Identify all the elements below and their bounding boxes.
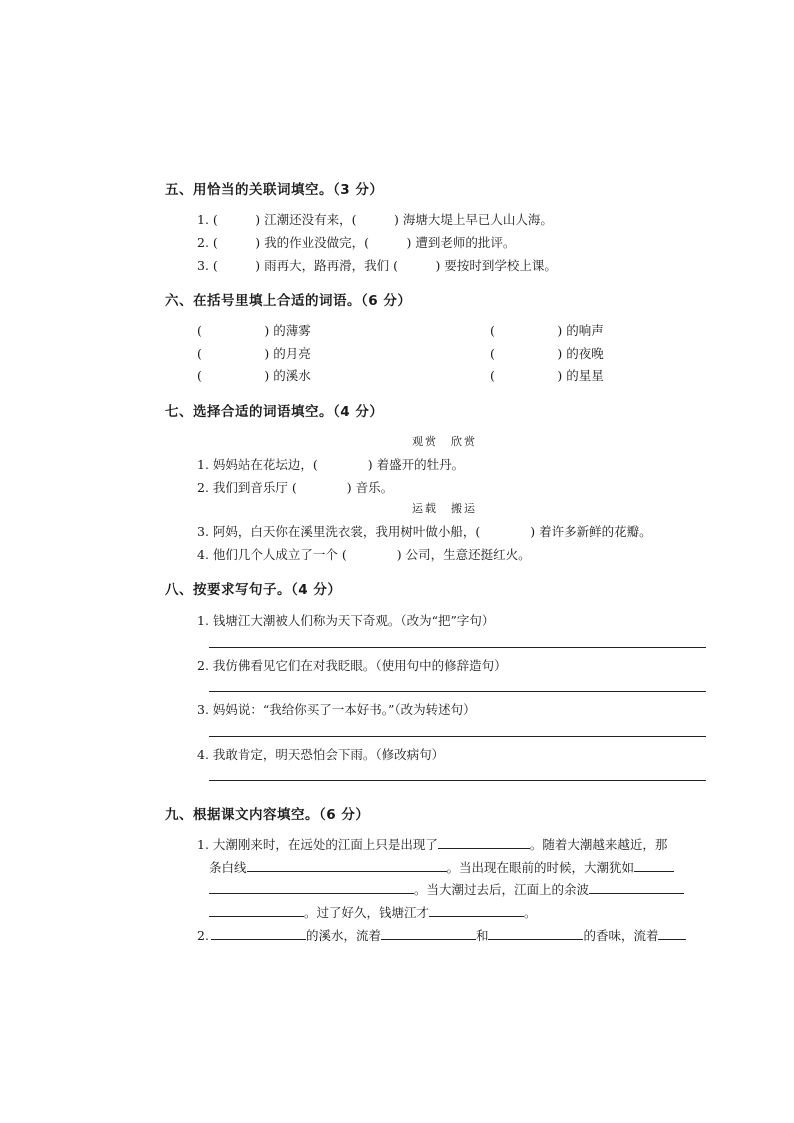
s9-blank-2[interactable] — [247, 859, 447, 872]
s9-text-2c: 和 — [475, 928, 489, 943]
s9-blank-9[interactable] — [658, 927, 686, 940]
s9-item-1-line-1 — [197, 835, 667, 853]
s9-blank-3[interactable] — [634, 859, 674, 872]
s8-answer-line-2[interactable] — [209, 691, 706, 692]
s6-left-1: ( ) 的薄雾 — [197, 323, 311, 338]
s7-options-1: 观赏 欣赏 — [412, 435, 477, 448]
s9-text-1g: 。 — [524, 905, 537, 920]
s9-blank-4[interactable] — [589, 881, 684, 894]
s9-blank-7[interactable] — [381, 927, 476, 940]
s7-item-4: 4. 他们几个人成立了一个 ( ) 公司，生意还挺红火。 — [197, 547, 531, 562]
s7-options-2: 运载 搬运 — [412, 502, 477, 515]
s7-item-3: 3. 阿妈，白天你在溪里洗衣裳，我用树叶做小船，( ) 着许多新鲜的花瓣。 — [197, 524, 652, 539]
s9-text-2d: 的香味，流着 — [583, 928, 659, 943]
s5-item-1: 1. ( ) 江潮还没有来，( ) 海塘大堤上早已人山人海。 — [197, 212, 553, 227]
section-9-title: 九、根据课文内容填空。（6 分） — [165, 807, 370, 823]
s9-text-2a: 2. — [197, 928, 209, 943]
s9-item-1-line-2 — [209, 858, 674, 876]
s9-blank-4b[interactable] — [209, 904, 304, 917]
s8-answer-line-4[interactable] — [209, 780, 706, 781]
section-6-title: 六、在括号里填上合适的词语。（6 分） — [165, 293, 412, 309]
s9-text-1e: 。当大潮过去后，江面上的余波 — [414, 882, 590, 897]
s6-left-3: ( ) 的溪水 — [197, 368, 311, 383]
s6-right-1: ( ) 的响声 — [490, 323, 604, 338]
s9-blank-1[interactable] — [438, 836, 530, 849]
s9-item-1-line-4 — [209, 903, 537, 921]
s9-blank-8[interactable] — [488, 927, 583, 940]
s9-text-2b: 的溪水，流着 — [305, 928, 381, 943]
s6-left-2: ( ) 的月亮 — [197, 346, 311, 361]
s9-blank-3b[interactable] — [209, 881, 414, 894]
s6-right-3: ( ) 的星星 — [490, 368, 604, 383]
s7-item-2: 2. 我们到音乐厅 ( ) 音乐。 — [197, 480, 394, 495]
section-7-title: 七、选择合适的词语填空。（4 分） — [165, 404, 384, 420]
s6-right-2: ( ) 的夜晚 — [490, 346, 604, 361]
s8-item-4: 4. 我敢肯定，明天恐怕会下雨。（修改病句） — [197, 747, 445, 762]
s9-item-1-line-3 — [209, 880, 684, 898]
s8-item-1: 1. 钱塘江大潮被人们称为天下奇观。（改为“把”字句） — [197, 613, 495, 628]
s7-item-1: 1. 妈妈站在花坛边，( ) 着盛开的牡丹。 — [197, 457, 465, 472]
s5-item-2: 2. ( ) 我的作业没做完，( ) 遭到老师的批评。 — [197, 235, 516, 250]
s5-item-3: 3. ( ) 雨再大，路再滑，我们 ( ) 要按时到学校上课。 — [197, 258, 557, 273]
s8-answer-line-1[interactable] — [209, 647, 706, 648]
section-5-title: 五、用恰当的关联词填空。（3 分） — [165, 182, 384, 198]
s8-answer-line-3[interactable] — [209, 736, 706, 737]
s9-text-1d: 。当出现在眼前的时候，大潮犹如 — [446, 860, 635, 875]
s9-text-1f: 。过了好久，钱塘江才 — [304, 905, 430, 920]
s9-item-2-line-1 — [197, 926, 686, 944]
s8-item-3: 3. 妈妈说：“我给你买了一本好书。”（改为转述句） — [197, 702, 476, 717]
s9-text-1a: 1. 大潮刚来时，在远处的江面上只是出现了 — [197, 837, 438, 852]
s8-item-2: 2. 我仿佛看见它们在对我眨眼。（使用句中的修辞造句） — [197, 658, 507, 673]
s9-text-1c: 条白线 — [209, 860, 247, 875]
s9-text-1b: 。随着大潮越来越近，那 — [529, 837, 668, 852]
s9-blank-5[interactable] — [429, 904, 524, 917]
section-8-title: 八、按要求写句子。（4 分） — [165, 582, 342, 598]
s9-blank-6[interactable] — [211, 927, 306, 940]
